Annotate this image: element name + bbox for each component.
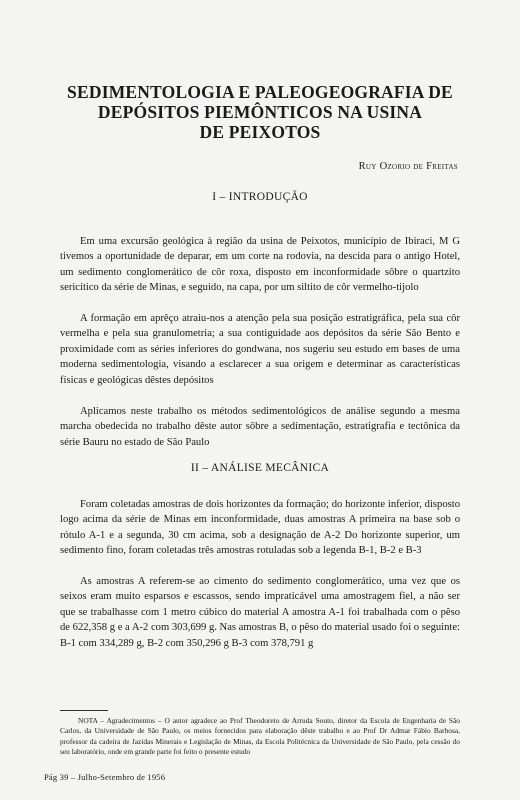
footnote-divider (60, 710, 108, 711)
section-heading-introduction: I – INTRODUÇÃO (212, 191, 308, 203)
author-name: Ruy Ozorio de Freitas (358, 161, 458, 172)
paragraph: Em uma excursão geológica à região da usina de Peixotos, município de Ibiraci, M G tivemos a oportunidade de deparar, em um corte na rodovia, na descida para o antigo Hotel, um sedimento conglomerático de côr roxa, disposto em inconformidade sôbre o quartzito sericítico da série de Minas, e seguido, na capa, por um siltito de côr vermelho-tijolo (60, 236, 460, 294)
article-title (60, 82, 460, 142)
paragraph: Aplicamos neste trabalho os métodos sedimentológicos de análise segundo a mesma marcha obedecida no trabalho dêste autor sôbre a sedimentação, estratigrafia e tectônica da série Bauru no estado de São Paulo (60, 406, 460, 448)
footnote: NOTA – Agradecimentos – O autor agradece ao Prof Theodoreto de Arruda Souto, diretor da Escola de Engenharia de São Carlos, da Universidade de São Paulo, os meios fornecidos para elaboração dêste trabalho e ao Prof Dr Admar Fábio Barbosa, professor da cadeira de Jazidas Minerais e Legislação de Minas, da Escola Politécnica da Universidade de São Paulo, pela cessão do seu laboratório, onde em grande parte foi feito o presente estudo (60, 716, 460, 757)
section-heading-analise-mecanica: II – ANÁLISE MECÂNICA (190, 462, 330, 474)
paragraph: A formação em aprêço atraiu-nos a atenção pela sua posição estratigráfica, pela sua côr vermelha e pela sua granulometria; a sua contiguidade aos depósitos da série São Bento e proximidade com as séries inferiores do gondwana, nos sugeriu seu estudo em bases de uma moderna sedimentologia, visando a esclarecer a sua origem e determinar as características físicas e geológicas dêstes depósitos (60, 313, 460, 386)
title-line: SEDIMENTOLOGIA E PALEOGEOGRAFIA DE (67, 82, 453, 102)
paragraph: Foram coletadas amostras de dois horizontes da formação; do horizonte inferior, disposto logo acima da série de Minas em inconformidade, duas amostras A primeira na base sob o rótulo A-1 e a segunda, 30 cm acima, sob a designação de A-2 Do horizonte superior, um sedimento fino, foram coletadas três amostras rotuladas sob a legenda B-1, B-2 e B-3 (60, 499, 460, 557)
title-line: DE PEIXOTOS (199, 122, 321, 142)
page-footer: Pág 39 – Julho-Setembro de 1956 (44, 772, 166, 782)
title-line: DEPÓSITOS PIEMÔNTICOS NA USINA (97, 102, 423, 122)
paragraph: As amostras A referem-se ao cimento do sedimento conglomerático, uma vez que os seixos eram muito esparsos e escassos, sendo impraticável uma amostragem fiel, a não ser que se trabalhasse com 1 metro cúbico do material A amostra A-1 foi trabalhada com o pêso de 622,358 g e a A-2 com 303,699 g. Nas amostras B, o pêso do material usado foi o seguinte: B-1 com 334,289 g, B-2 com 350,296 g B-3 com 378,791 g (60, 576, 460, 649)
